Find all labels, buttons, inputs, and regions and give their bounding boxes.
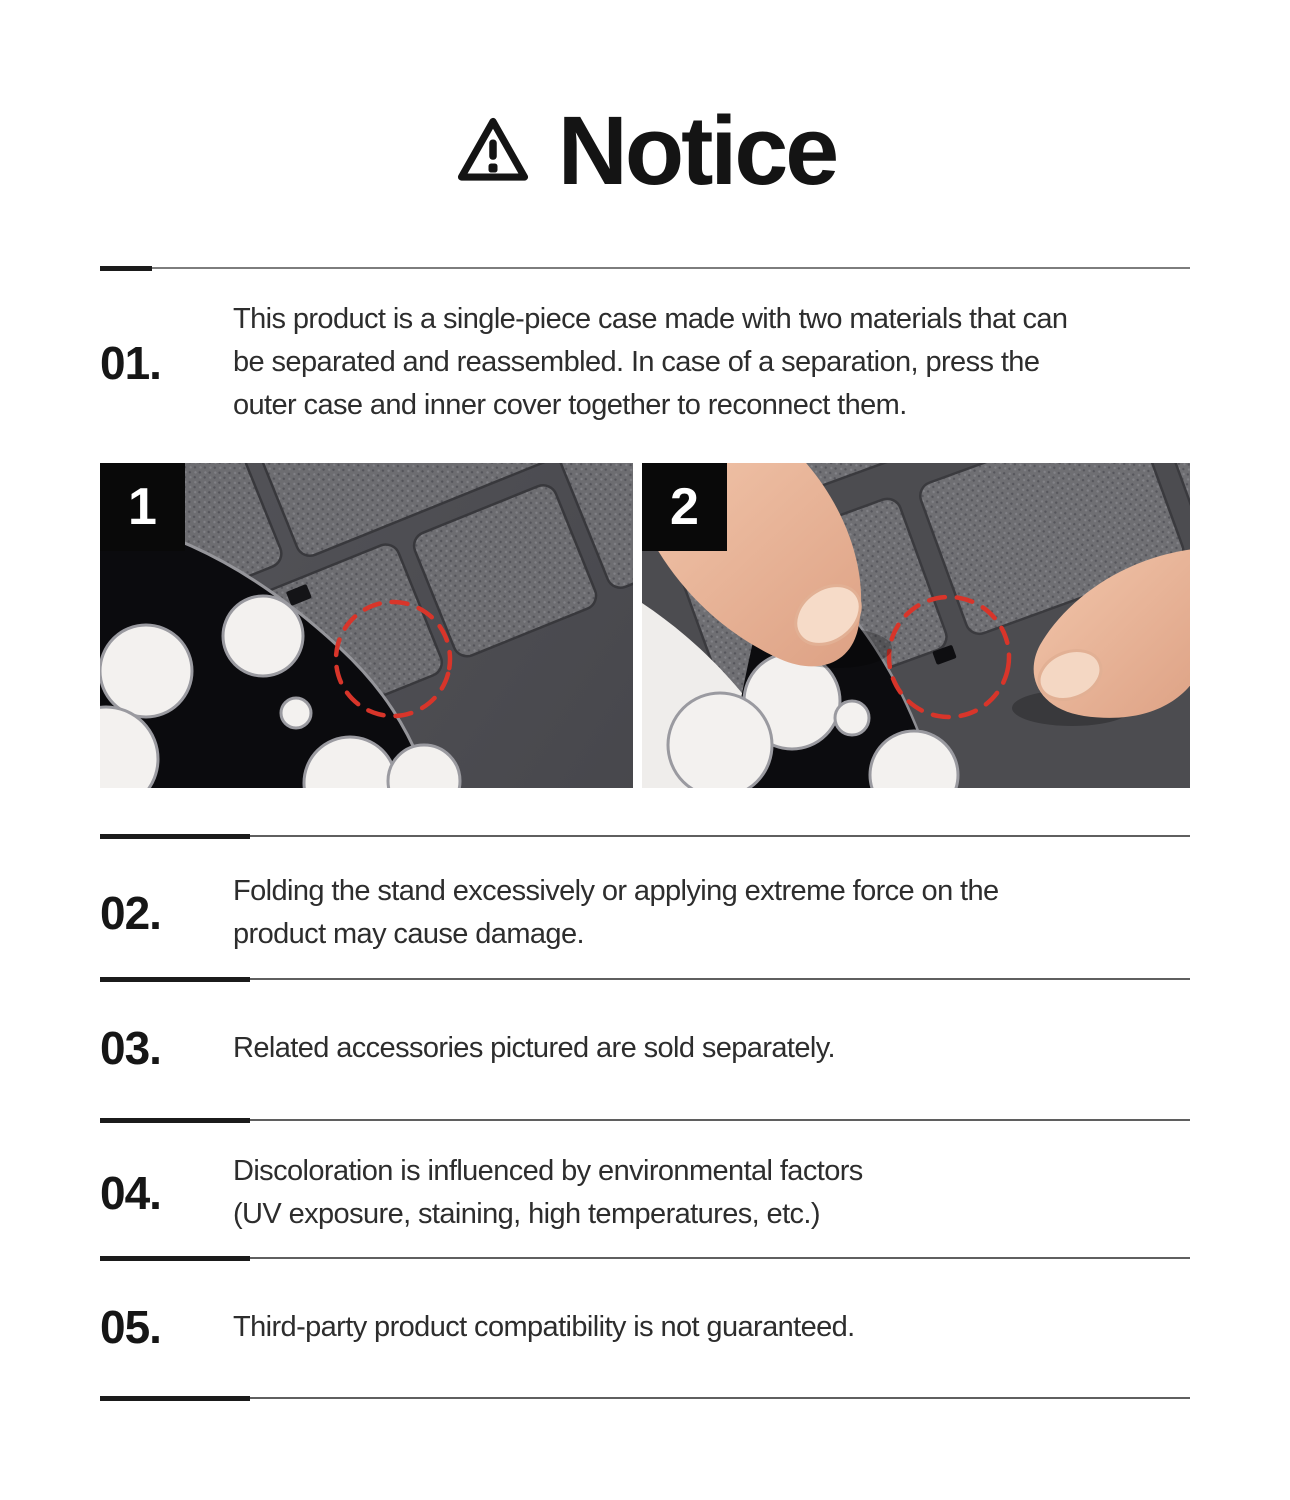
- divider-line: [250, 1119, 1190, 1121]
- item-text-line: product may cause damage.: [233, 918, 584, 950]
- page-header: [0, 92, 1290, 208]
- item-number: 02.: [100, 887, 161, 939]
- divider-lead: [100, 1118, 250, 1123]
- notice-item-05: [100, 1300, 1240, 1354]
- divider-1: [100, 833, 1190, 839]
- item-number: 03.: [100, 1022, 161, 1074]
- item-text-line: This product is a single-piece case made with two materials that can: [233, 303, 1068, 335]
- page-title: Notice: [557, 95, 837, 205]
- item-text-line: Folding the stand excessively or applying extreme force on the: [233, 875, 999, 907]
- figure-1-badge: 1: [100, 463, 185, 551]
- divider-line: [152, 267, 1190, 269]
- item-text-line: Discoloration is influenced by environmental factors: [233, 1155, 863, 1187]
- divider-lead: [100, 834, 250, 839]
- divider-lead: [100, 1256, 250, 1261]
- divider-line: [250, 835, 1190, 837]
- divider-top: [100, 265, 1190, 271]
- item-text: [233, 298, 1067, 427]
- divider-line: [250, 1397, 1190, 1399]
- item-text: [233, 870, 999, 956]
- notice-item-01: [100, 298, 1240, 427]
- item-number: 05.: [100, 1301, 161, 1353]
- figure-2-press-photo: [642, 463, 1190, 788]
- divider-4: [100, 1255, 1190, 1261]
- divider-bottom: [100, 1395, 1190, 1401]
- divider-2: [100, 976, 1190, 982]
- item-text: [233, 1306, 855, 1349]
- item-number: 01.: [100, 336, 161, 389]
- divider-lead: [100, 1396, 250, 1401]
- item-text-line: (UV exposure, staining, high temperatures, etc.): [233, 1198, 820, 1230]
- divider-lead: [100, 977, 250, 982]
- warning-triangle-icon: [454, 114, 532, 186]
- item-text-line: Third-party product compatibility is not guaranteed.: [233, 1310, 855, 1343]
- item-text-line: be separated and reassembled. In case of a separation, press the: [233, 346, 1040, 378]
- item-text-line: outer case and inner cover together to reconnect them.: [233, 389, 907, 421]
- item-text: [233, 1027, 835, 1070]
- item-text: [233, 1150, 863, 1236]
- notice-item-02: [100, 870, 1240, 956]
- notice-item-03: [100, 1021, 1240, 1075]
- item-number: 04.: [100, 1167, 161, 1219]
- item-text-line: Related accessories pictured are sold separately.: [233, 1031, 835, 1064]
- notice-item-04: [100, 1150, 1240, 1236]
- figure-1-case-photo: [100, 463, 633, 788]
- divider-line: [250, 978, 1190, 980]
- figure-2-badge: 2: [642, 463, 727, 551]
- divider-3: [100, 1117, 1190, 1123]
- divider-lead: [100, 266, 152, 271]
- divider-line: [250, 1257, 1190, 1259]
